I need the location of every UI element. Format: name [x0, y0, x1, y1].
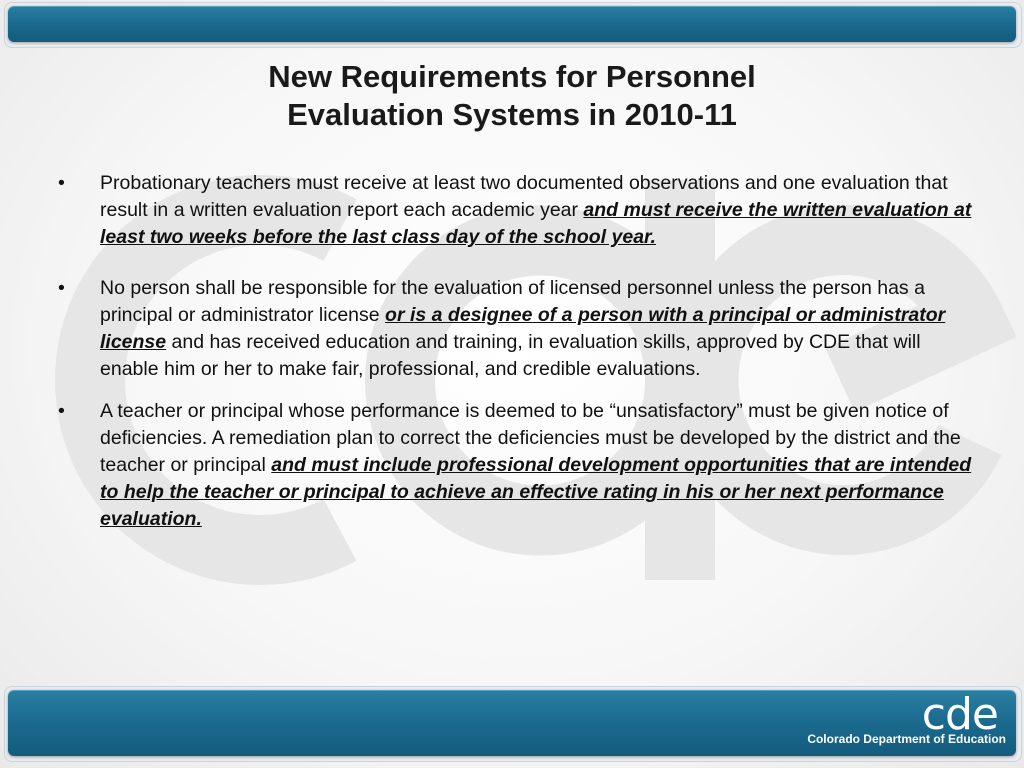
title-line-1: New Requirements for Personnel [268, 59, 756, 94]
bullet-text: A teacher or principal whose performance is deemed to be “unsatisfactory” must be given notice of deficiencies. A remediation plan to correct the deficiencies must be developed by the district and the teacher or principal [100, 400, 961, 476]
title-line-2: Evaluation Systems in 2010-11 [287, 97, 737, 132]
bullet-emphasis: and must receive the written evaluation at least two weeks before the last class day of the school year. [100, 199, 972, 248]
slide-title [0, 58, 1024, 134]
bullet-item [56, 275, 976, 383]
bullet-list [56, 170, 976, 533]
bullet-marker: • [58, 277, 65, 299]
logo-name: Colorado Department of Education [807, 732, 1006, 746]
bullet-item [56, 170, 976, 251]
bullet-text: No person shall be responsible for the evaluation of licensed personnel unless the person has a principal or administrator license [100, 277, 925, 326]
bullet-item [56, 398, 976, 533]
bullet-text-after: and has received education and training, in evaluation skills, approved by CDE that will enable him or her to make fair, professional, and credible evaluations. [100, 331, 921, 380]
bullet-text: Probationary teachers must receive at least two documented observations and one evaluation that result in a written evaluation report each academic year [100, 172, 948, 221]
bullet-emphasis: and must include professional development opportunities that are intended to help the teacher or principal to achieve an effective rating in his or her next performance evaluation. [100, 454, 972, 530]
bullet-emphasis: or is a designee of a person with a principal or administrator license [100, 304, 946, 353]
top-bar [8, 6, 1016, 42]
logo-mark: cde [921, 689, 998, 740]
cde-logo [790, 689, 1016, 752]
bullet-marker: • [58, 172, 65, 194]
bullet-marker: • [58, 400, 65, 422]
